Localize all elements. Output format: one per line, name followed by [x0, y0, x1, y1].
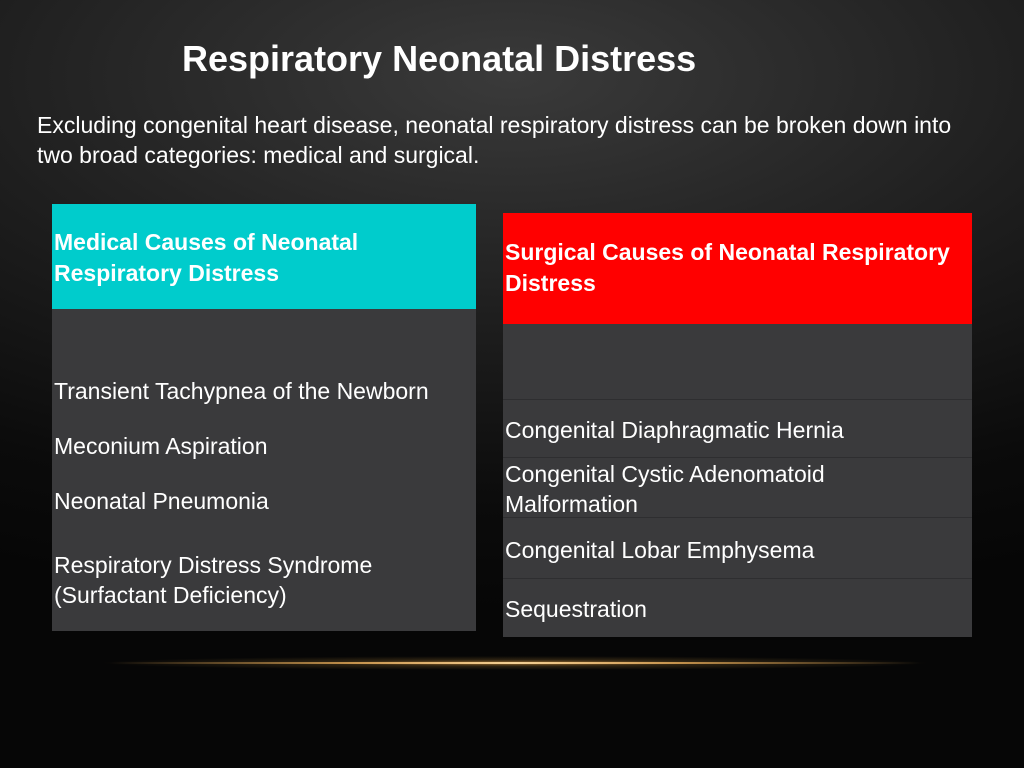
- surgical-row-divider: [503, 399, 972, 400]
- surgical-item-cdh: Congenital Diaphragmatic Hernia: [505, 417, 844, 443]
- surgical-item-sequestration: Sequestration: [505, 596, 647, 622]
- medical-causes-panel: [52, 204, 476, 631]
- medical-item-pneumonia: Neonatal Pneumonia: [54, 488, 269, 514]
- medical-item-ttn: Transient Tachypnea of the Newborn: [54, 378, 429, 404]
- medical-item-meconium: Meconium Aspiration: [54, 433, 268, 459]
- surgical-causes-panel: [503, 213, 972, 637]
- surgical-row-divider: [503, 578, 972, 579]
- intro-text: Excluding congenital heart disease, neonatal respiratory distress can be broken down into two broad categories: medical and surgical.: [37, 112, 952, 168]
- surgical-causes-header: Surgical Causes of Neonatal Respiratory Distress: [503, 213, 972, 324]
- decorative-glow-line: [110, 662, 920, 664]
- medical-causes-header: Medical Causes of Neonatal Respiratory Distress: [52, 204, 476, 309]
- page-title: Respiratory Neonatal Distress: [182, 38, 697, 79]
- surgical-item-cle: Congenital Lobar Emphysema: [505, 537, 815, 563]
- surgical-item-ccam: Congenital Cystic Adenomatoid Malformation: [505, 461, 825, 517]
- medical-item-rds: Respiratory Distress Syndrome (Surfactant Deficiency): [54, 552, 373, 608]
- surgical-row-divider: [503, 457, 972, 458]
